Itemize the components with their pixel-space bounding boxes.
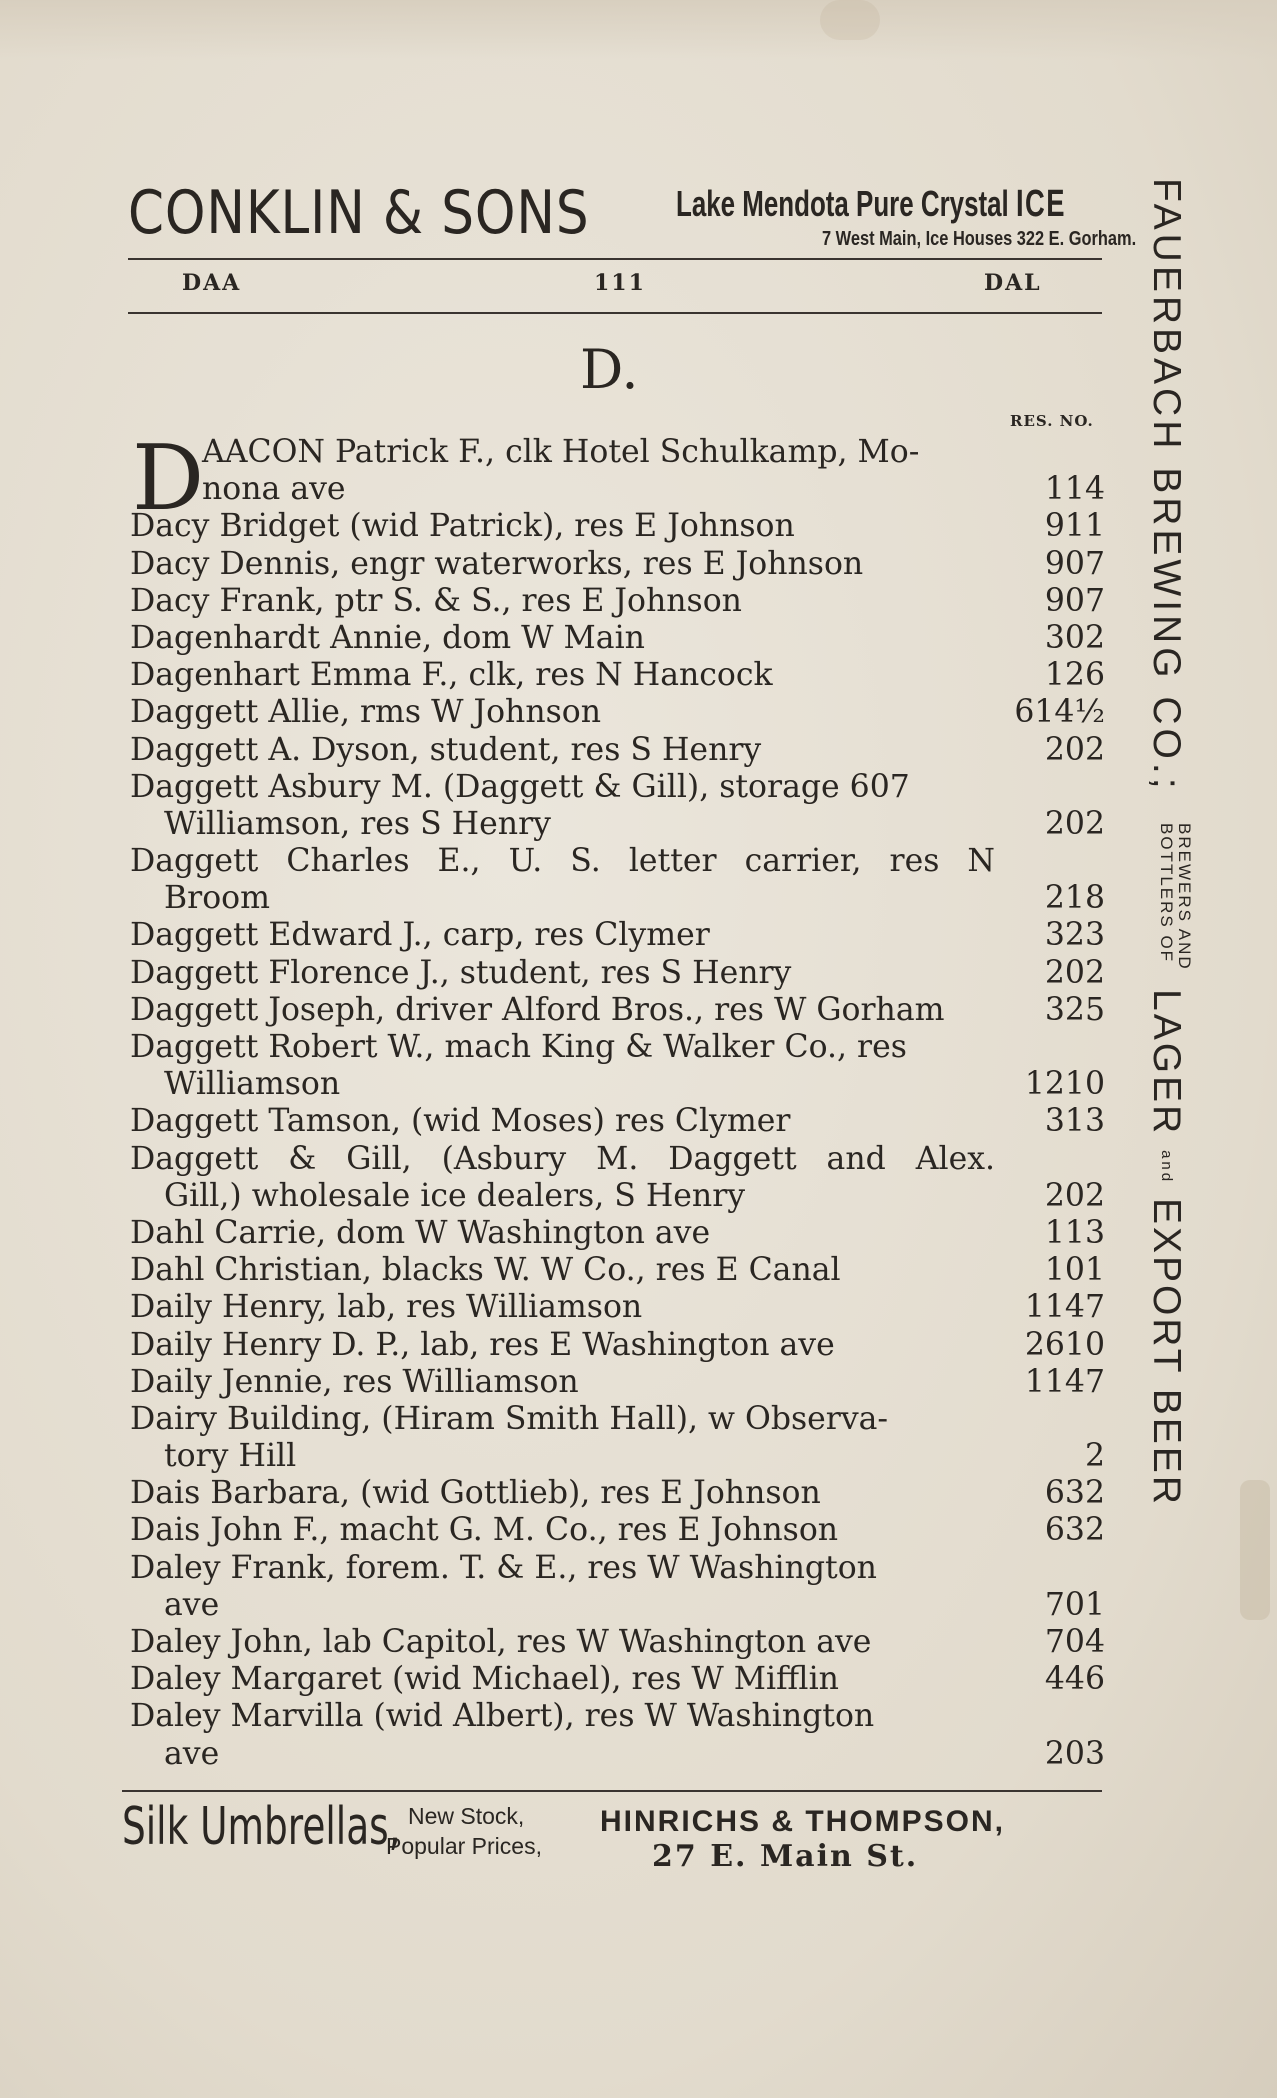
page-number: 111 xyxy=(594,270,646,296)
running-header xyxy=(128,270,1102,300)
list-item xyxy=(130,1178,1105,1215)
entry-text: Williamson, res S Henry xyxy=(164,805,551,842)
entry-text: Daggett Edward J., carp, res Clymer xyxy=(130,917,710,954)
entry-number: 325 xyxy=(1044,991,1105,1028)
entry-text: Daily Jennie, res Williamson xyxy=(130,1363,579,1400)
entry-text: Daley Frank, forem. T. & E., res W Washington xyxy=(130,1549,877,1586)
entry-number: 313 xyxy=(1044,1103,1105,1140)
entry-number: 101 xyxy=(1044,1252,1105,1289)
entry-text: Daily Henry, lab, res Williamson xyxy=(130,1289,643,1326)
entry-number: 911 xyxy=(1044,508,1105,545)
list-item xyxy=(130,1475,1105,1512)
list-item xyxy=(130,657,1105,694)
ad-tagline-text: Lake Mendota Pure Crystal xyxy=(676,183,1009,224)
entry-number: 614½ xyxy=(1014,694,1105,731)
ad-umbrellas: Silk Umbrellas, xyxy=(122,1797,401,1857)
worn-top-edge xyxy=(0,0,1277,60)
entry-text: Dairy Building, (Hiram Smith Hall), w Observa- xyxy=(130,1400,889,1437)
side-role-line2: BOTTLERS OF xyxy=(1157,823,1176,964)
entry-text: Dagenhardt Annie, dom W Main xyxy=(130,619,645,656)
ad-firm: HINRICHS & THOMPSON, xyxy=(600,1805,1006,1838)
list-item xyxy=(130,843,1105,880)
entry-text: Daley Marvilla (wid Albert), res W Washington xyxy=(130,1698,875,1735)
entry-number: 446 xyxy=(1044,1661,1105,1698)
list-item xyxy=(130,1141,1105,1178)
entry-number: 632 xyxy=(1044,1475,1105,1512)
list-item xyxy=(130,992,1105,1029)
list-item xyxy=(130,1438,1105,1475)
entry-number: 202 xyxy=(1044,1177,1105,1214)
entry-text: ave xyxy=(164,1586,220,1623)
header-rule-bottom xyxy=(128,312,1102,314)
entry-number: 218 xyxy=(1044,880,1105,917)
list-item xyxy=(130,1401,1105,1438)
header-rule-top xyxy=(128,258,1102,260)
entry-text: Daggett Asbury M. (Daggett & Gill), storage 607 xyxy=(130,768,910,805)
list-item xyxy=(130,508,1105,545)
entry-text: Daggett Allie, rms W Johnson xyxy=(130,694,602,731)
list-item xyxy=(130,1029,1105,1066)
list-item xyxy=(130,1364,1105,1401)
entry-text: Daggett Robert W., mach King & Walker Co., res xyxy=(130,1029,907,1065)
entry-text: Daggett Tamson, (wid Moses) res Clymer xyxy=(130,1103,791,1140)
ad-product: ICE xyxy=(1015,183,1066,225)
entry-text: Dagenhart Emma F., clk, res N Hancock xyxy=(130,657,773,694)
entry-text: Broom xyxy=(164,880,271,917)
side-products xyxy=(1145,989,1188,1507)
entry-number: 701 xyxy=(1044,1586,1105,1623)
entry-text: Williamson xyxy=(164,1066,341,1103)
list-item xyxy=(130,694,1105,731)
entry-number: 632 xyxy=(1044,1512,1105,1549)
list-item xyxy=(130,583,1105,620)
entry-number: 202 xyxy=(1044,954,1105,991)
entry-text: Dahl Carrie, dom W Washington ave xyxy=(130,1214,711,1251)
list-item xyxy=(130,620,1105,657)
header-advertisement xyxy=(128,178,1137,258)
list-item xyxy=(130,1698,1105,1735)
directory-entries xyxy=(130,426,1105,1773)
footer-advertisement xyxy=(122,1795,1122,1875)
list-item xyxy=(130,1103,1105,1140)
list-item xyxy=(130,769,1105,806)
entry-text: Daley Margaret (wid Michael), res W Mifflin xyxy=(130,1661,839,1698)
entry-number: 2610 xyxy=(1024,1326,1105,1363)
list-item xyxy=(130,471,1105,508)
side-product-lager: LAGER xyxy=(1145,989,1188,1137)
side-advertisement xyxy=(1113,178,1193,1858)
list-item xyxy=(130,1066,1105,1103)
list-item xyxy=(130,1624,1105,1661)
entry-number: 114 xyxy=(1044,471,1105,508)
header-left-guide: DAA xyxy=(182,270,242,296)
paper-stain xyxy=(820,0,880,40)
entry-text: Dais Barbara, (wid Gottlieb), res E Johnson xyxy=(130,1475,821,1512)
entry-text: Daily Henry D. P., lab, res E Washington ave xyxy=(130,1326,835,1363)
entry-text: Daley John, lab Capitol, res W Washington ave xyxy=(130,1624,872,1660)
entry-number: 1147 xyxy=(1024,1363,1105,1400)
entry-number: 126 xyxy=(1044,657,1105,694)
entry-number: 202 xyxy=(1044,805,1105,842)
entry-number: 1210 xyxy=(1024,1066,1105,1103)
entry-number: 113 xyxy=(1044,1214,1105,1251)
ad-firm-name: CONKLIN & SONS xyxy=(128,178,590,248)
entry-text: tory Hill xyxy=(164,1438,297,1475)
ad-stock-line1: New Stock, xyxy=(408,1803,525,1829)
entry-text: Daggett A. Dyson, student, res S Henry xyxy=(130,731,762,768)
entry-text: Daggett Joseph, driver Alford Bros., res W Gorham xyxy=(130,991,945,1028)
side-and: and xyxy=(1158,1150,1175,1185)
entry-number: 907 xyxy=(1044,545,1105,582)
ad-tagline xyxy=(676,184,1066,224)
list-item xyxy=(130,1327,1105,1364)
side-product-export: EXPORT BEER xyxy=(1145,1198,1188,1508)
list-item xyxy=(130,1661,1105,1698)
res-no-label: RES. NO. xyxy=(1010,412,1094,430)
list-item xyxy=(130,732,1105,769)
entry-text: Gill,) wholesale ice dealers, S Henry xyxy=(164,1177,746,1214)
ad-firm-address: 27 E. Main St. xyxy=(652,1839,919,1874)
entry-number: 323 xyxy=(1044,917,1105,954)
entry-number: 907 xyxy=(1044,582,1105,619)
list-item xyxy=(130,1587,1105,1624)
list-item xyxy=(130,1512,1105,1549)
list-item xyxy=(130,917,1105,954)
list-item xyxy=(130,1736,1105,1773)
entry-text: Dacy Frank, ptr S. & S., res E Johnson xyxy=(130,582,742,619)
entry-text: Daggett & Gill, (Asbury M. Daggett and Alex. xyxy=(130,1140,995,1177)
entry-text: ave xyxy=(164,1735,220,1772)
entry-text: Dais John F., macht G. M. Co., res E Johnson xyxy=(130,1512,839,1549)
list-item xyxy=(130,434,1105,471)
list-item xyxy=(130,1550,1105,1587)
entry-number: 2 xyxy=(1084,1438,1105,1475)
list-item xyxy=(130,546,1105,583)
entry-text: Dacy Bridget (wid Patrick), res E Johnson xyxy=(130,508,795,545)
entry-text: Daggett Florence J., student, res S Henry xyxy=(130,954,792,991)
side-firm: FAUERBACH BREWING CO.; xyxy=(1145,178,1188,793)
entry-number: 202 xyxy=(1044,731,1105,768)
list-item xyxy=(130,806,1105,843)
entry-number: 302 xyxy=(1044,619,1105,656)
ad-stock-info xyxy=(386,1801,542,1861)
section-letter: D. xyxy=(580,338,639,401)
entry-number: 203 xyxy=(1044,1735,1105,1772)
list-item xyxy=(130,1252,1105,1289)
list-item xyxy=(130,880,1105,917)
side-role-line1: BREWERS AND xyxy=(1175,823,1194,971)
entry-number: 1147 xyxy=(1024,1289,1105,1326)
entry-text: AACON Patrick F., clk Hotel Schulkamp, Mo- xyxy=(202,434,920,470)
paper-stain xyxy=(1240,1480,1270,1620)
entry-text: nona ave xyxy=(202,471,346,508)
entry-text: Dacy Dennis, engr waterworks, res E Johnson xyxy=(130,545,864,582)
header-right-guide: DAL xyxy=(984,270,1042,296)
list-item xyxy=(130,955,1105,992)
ad-address: 7 West Main, Ice Houses 322 E. Gorham. xyxy=(822,228,1137,250)
footer-rule xyxy=(122,1790,1102,1792)
entry-text: Daggett Charles E., U. S. letter carrier, res N xyxy=(130,843,995,880)
ad-stock-line2: Popular Prices, xyxy=(386,1833,542,1859)
entry-number: 704 xyxy=(1044,1624,1105,1660)
list-item xyxy=(130,1215,1105,1252)
list-item xyxy=(130,1289,1105,1326)
side-role xyxy=(1157,823,1193,971)
entry-text: Dahl Christian, blacks W. W Co., res E Canal xyxy=(130,1252,841,1289)
drop-cap: D xyxy=(132,426,205,531)
